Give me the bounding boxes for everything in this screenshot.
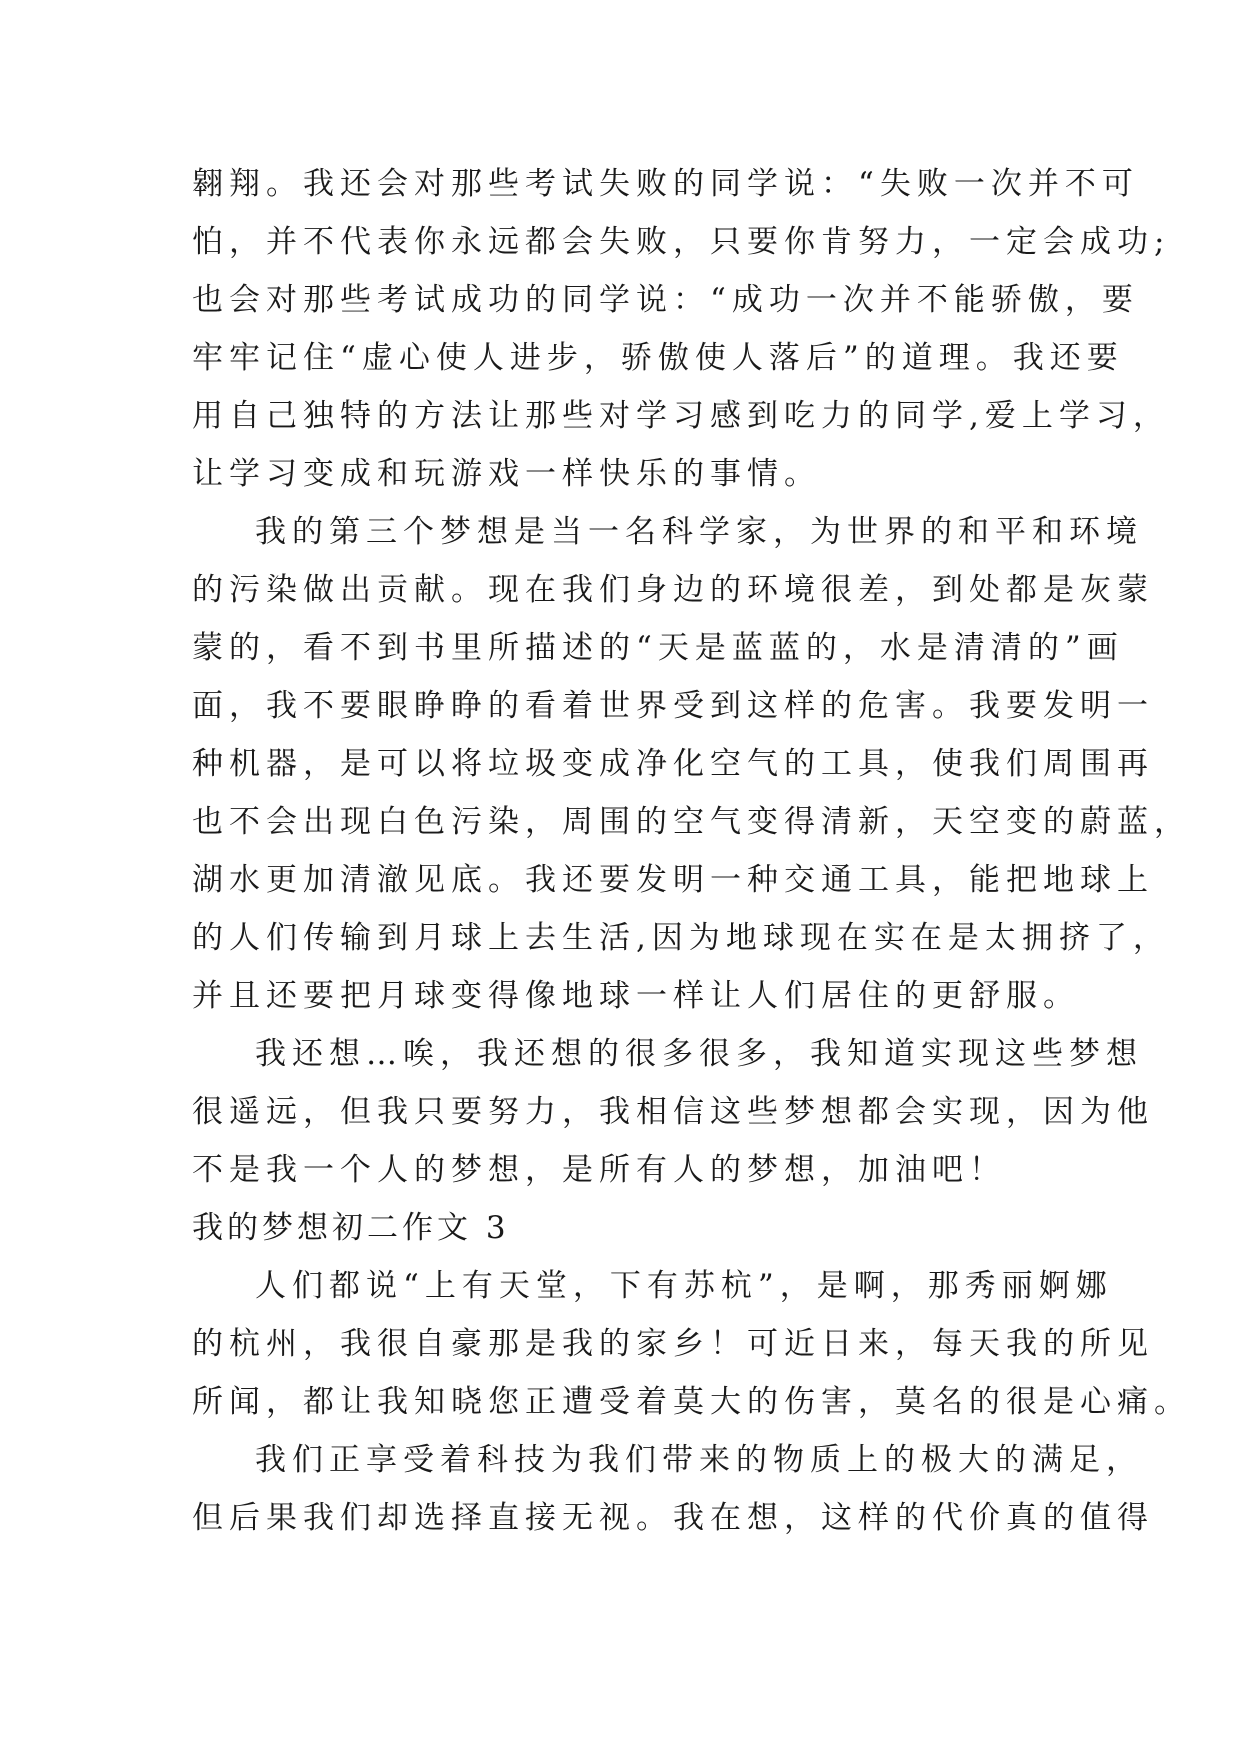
text-line: 的人们传输到月球上去生活,因为地球现在实在是太拥挤了， <box>192 920 1170 956</box>
text-line: 的污染做出贡献。现在我们身边的环境很差，到处都是灰蒙 <box>192 572 1154 608</box>
text-line: 牢牢记住“虚心使人进步，骄傲使人落后”的道理。我还要 <box>192 340 1124 376</box>
paragraph-first-line: 我的第三个梦想是当一名科学家，为世界的和平和环境 <box>255 514 1143 550</box>
text-line: 但后果我们却选择直接无视。我在想，这样的代价真的值得 <box>192 1500 1154 1536</box>
text-line: 翱翔。我还会对那些考试失败的同学说：“失败一次并不可 <box>192 166 1139 202</box>
text-line: 不是我一个人的梦想，是所有人的梦想，加油吧！ <box>192 1152 1006 1188</box>
text-line: 湖水更加清澈见底。我还要发明一种交通工具，能把地球上 <box>192 862 1154 898</box>
text-line: 的杭州，我很自豪那是我的家乡！可近日来，每天我的所见 <box>192 1326 1154 1362</box>
text-line: 蒙的，看不到书里所描述的“天是蓝蓝的，水是清清的”画 <box>192 630 1124 666</box>
text-line: 并且还要把月球变得像地球一样让人们居住的更舒服。 <box>192 978 1080 1014</box>
text-line: 让学习变成和玩游戏一样快乐的事情。 <box>192 456 821 492</box>
text-line: 种机器，是可以将垃圾变成净化空气的工具，使我们周围再 <box>192 746 1154 782</box>
text-line: 很遥远，但我只要努力，我相信这些梦想都会实现，因为他 <box>192 1094 1154 1130</box>
paragraph-first-line: 我们正享受着科技为我们带来的物质上的极大的满足， <box>255 1442 1143 1478</box>
text-line: 也会对那些考试成功的同学说：“成功一次并不能骄傲，要 <box>192 282 1139 318</box>
text-line: 也不会出现白色污染，周围的空气变得清新，天空变的蔚蓝， <box>192 804 1191 840</box>
section-heading: 我的梦想初二作文 3 <box>192 1210 510 1246</box>
text-line: 所闻，都让我知晓您正遭受着莫大的伤害，莫名的很是心痛。 <box>192 1384 1191 1420</box>
text-line: 面，我不要眼睁睁的看着世界受到这样的危害。我要发明一 <box>192 688 1154 724</box>
text-line: 用自己独特的方法让那些对学习感到吃力的同学,爱上学习， <box>192 398 1170 434</box>
paragraph-first-line: 人们都说“上有天堂，下有苏杭”，是啊，那秀丽婀娜 <box>255 1268 1113 1304</box>
paragraph-first-line: 我还想…唉，我还想的很多很多，我知道实现这些梦想 <box>255 1036 1143 1072</box>
text-line: 怕，并不代表你永远都会失败，只要你肯努力，一定会成功; <box>192 224 1171 260</box>
